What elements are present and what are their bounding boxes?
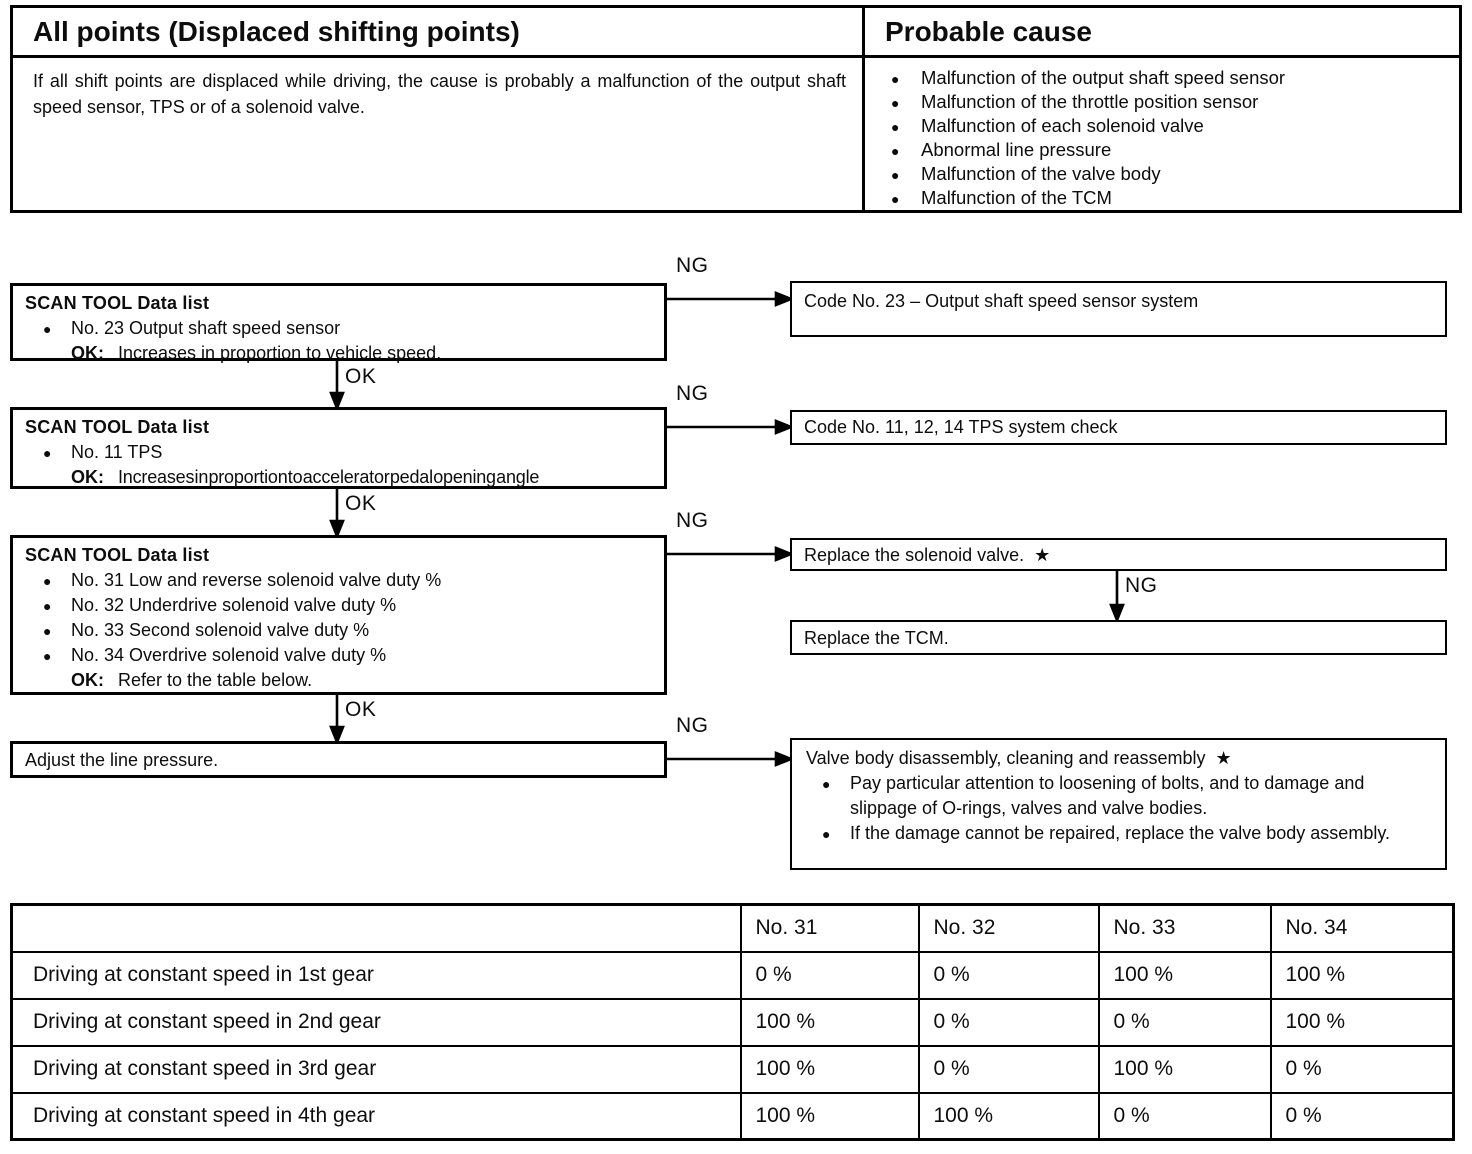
bullet-icon	[822, 821, 830, 847]
cause-text: Malfunction of the TCM	[921, 187, 1112, 208]
bullet-icon	[43, 643, 51, 669]
step-bullet	[25, 643, 652, 668]
duty-col-header: No. 34	[1271, 905, 1454, 952]
result-bullet-list	[804, 771, 1433, 846]
step-bullet	[25, 593, 652, 618]
result-bullet-text: If the damage cannot be repaired, replace the valve body assembly.	[850, 823, 1390, 843]
cause-item	[865, 66, 1449, 90]
symptom-cause-header-row	[13, 8, 1459, 58]
duty-value: 0 %	[919, 952, 1099, 999]
star-icon: ★	[1215, 748, 1232, 768]
duty-value: 100 %	[1099, 1046, 1271, 1093]
ok-criteria-text: Increases in proportion to accelerator pedal opening angle	[118, 467, 540, 487]
result-text: Code No. 23 – Output shaft speed sensor system	[804, 291, 1199, 311]
symptom-header-cell	[13, 8, 865, 55]
symptom-description: If all shift points are displaced while driving, the cause is probably a malfunction of the output shaft speed sensor, TPS or of a solenoid valve.	[33, 71, 846, 117]
bullet-icon	[43, 568, 51, 594]
duty-value: 100 %	[1271, 999, 1454, 1046]
cause-item	[865, 90, 1449, 114]
duty-row-1st-gear	[12, 952, 1454, 999]
flow-result-replace-solenoid	[790, 538, 1447, 571]
ok-criteria-label: OK:	[71, 670, 104, 690]
duty-value: 100 %	[741, 999, 919, 1046]
bullet-icon	[891, 138, 899, 163]
symptom-title: All points (Displaced shifting points)	[33, 15, 520, 47]
duty-value: 100 %	[741, 1046, 919, 1093]
ok-criteria-text: Increases in proportion to vehicle speed.	[118, 343, 442, 363]
result-bullet	[804, 821, 1433, 846]
bullet-text: No. 34 Overdrive solenoid valve duty %	[71, 645, 387, 665]
bullet-icon	[43, 593, 51, 619]
symptom-description-cell	[13, 58, 865, 210]
cause-text: Malfunction of the throttle position sensor	[921, 91, 1259, 112]
result-text: Code No. 11, 12, 14 TPS system check	[804, 417, 1118, 437]
duty-header-row	[12, 905, 1454, 952]
symptom-cause-table	[10, 5, 1462, 213]
ok-label: OK	[345, 492, 377, 515]
star-icon: ★	[1034, 545, 1051, 565]
step-title: SCAN TOOL Data list	[25, 417, 210, 437]
cause-item	[865, 162, 1449, 186]
probable-cause-title: Probable cause	[885, 15, 1092, 47]
bullet-icon	[891, 114, 899, 139]
step-ok-line	[25, 465, 652, 490]
duty-value: 0 %	[1099, 999, 1271, 1046]
ok-label: OK	[345, 365, 377, 388]
result-title	[804, 746, 1433, 771]
duty-row-label: Driving at constant speed in 4th gear	[12, 1093, 741, 1140]
ok-label: OK	[345, 698, 377, 721]
duty-col-header: No. 31	[741, 905, 919, 952]
duty-row-2nd-gear	[12, 999, 1454, 1046]
cause-text: Malfunction of the valve body	[921, 163, 1161, 184]
result-title-text: Valve body disassembly, cleaning and reassembly	[806, 748, 1206, 768]
step-title: SCAN TOOL Data list	[25, 545, 210, 565]
bullet-icon	[43, 618, 51, 644]
result-text: Replace the TCM.	[804, 628, 949, 648]
step-bullet	[25, 440, 652, 465]
bullet-text: No. 33 Second solenoid valve duty %	[71, 620, 370, 640]
cause-item	[865, 114, 1449, 138]
duty-row-label: Driving at constant speed in 3rd gear	[12, 1046, 741, 1093]
step-ok-line	[25, 668, 652, 693]
flow-step-adjust-line-pressure	[10, 741, 667, 778]
duty-value: 100 %	[919, 1093, 1099, 1140]
step-title: SCAN TOOL Data list	[25, 293, 210, 313]
flow-step-scan-tps	[10, 407, 667, 489]
probable-cause-cell	[865, 58, 1459, 210]
duty-value: 100 %	[1099, 952, 1271, 999]
ng-label: NG	[676, 254, 709, 277]
cause-item	[865, 186, 1449, 210]
duty-row-3rd-gear	[12, 1046, 1454, 1093]
step-bullet	[25, 316, 652, 341]
step-ok-line	[25, 341, 652, 366]
bullet-text: No. 32 Underdrive solenoid valve duty %	[71, 595, 397, 615]
duty-row-label: Driving at constant speed in 2nd gear	[12, 999, 741, 1046]
result-bullet-text: Pay particular attention to loosening of bolts, and to damage and slippage of O-rings, valves and valve bodies.	[850, 773, 1365, 818]
duty-header-empty-cell	[12, 905, 741, 952]
ok-criteria-text: Refer to the table below.	[118, 670, 313, 690]
bullet-text: No. 11 TPS	[71, 442, 163, 462]
troubleshooting-flowchart	[0, 240, 1472, 903]
ng-label: NG	[676, 509, 709, 532]
bullet-text: No. 31 Low and reverse solenoid valve duty %	[71, 570, 442, 590]
duty-value: 0 %	[1271, 1093, 1454, 1140]
duty-col-header: No. 33	[1099, 905, 1271, 952]
ng-label: NG	[1125, 574, 1158, 597]
bullet-icon	[822, 771, 830, 797]
duty-row-4th-gear	[12, 1093, 1454, 1140]
flow-result-code-23	[790, 281, 1447, 337]
probable-cause-list	[865, 66, 1449, 210]
duty-col-header: No. 32	[919, 905, 1099, 952]
bullet-icon	[891, 66, 899, 91]
flow-step-scan-output-speed-sensor	[10, 283, 667, 361]
duty-value: 0 %	[919, 999, 1099, 1046]
ok-criteria-label: OK:	[71, 467, 104, 487]
bullet-icon	[891, 162, 899, 187]
flow-result-code-11-12-14	[790, 410, 1447, 445]
duty-value: 0 %	[919, 1046, 1099, 1093]
duty-row-label: Driving at constant speed in 1st gear	[12, 952, 741, 999]
duty-value: 100 %	[741, 1093, 919, 1140]
ng-label: NG	[676, 382, 709, 405]
flow-result-replace-tcm	[790, 620, 1447, 655]
duty-value: 0 %	[1271, 1046, 1454, 1093]
result-bullet	[804, 771, 1433, 821]
probable-cause-header-cell	[865, 8, 1459, 55]
step-text: Adjust the line pressure.	[25, 750, 219, 770]
cause-item	[865, 138, 1449, 162]
duty-value: 100 %	[1271, 952, 1454, 999]
cause-text: Malfunction of each solenoid valve	[921, 115, 1204, 136]
cause-text: Malfunction of the output shaft speed sensor	[921, 67, 1286, 88]
step-bullet	[25, 618, 652, 643]
bullet-text: No. 23 Output shaft speed sensor	[71, 318, 341, 338]
flow-step-scan-solenoid-duty	[10, 535, 667, 695]
cause-text: Abnormal line pressure	[921, 139, 1112, 160]
result-text: Replace the solenoid valve.	[804, 545, 1025, 565]
duty-value: 0 %	[741, 952, 919, 999]
ok-criteria-label: OK:	[71, 343, 104, 363]
bullet-icon	[891, 90, 899, 115]
ng-label: NG	[676, 714, 709, 737]
symptom-cause-body-row	[13, 58, 1459, 210]
step-bullet	[25, 568, 652, 593]
flow-result-valve-body	[790, 738, 1447, 870]
bullet-icon	[891, 186, 899, 211]
solenoid-duty-table	[10, 903, 1455, 1141]
bullet-icon	[43, 440, 51, 466]
duty-value: 0 %	[1099, 1093, 1271, 1140]
bullet-icon	[43, 316, 51, 342]
